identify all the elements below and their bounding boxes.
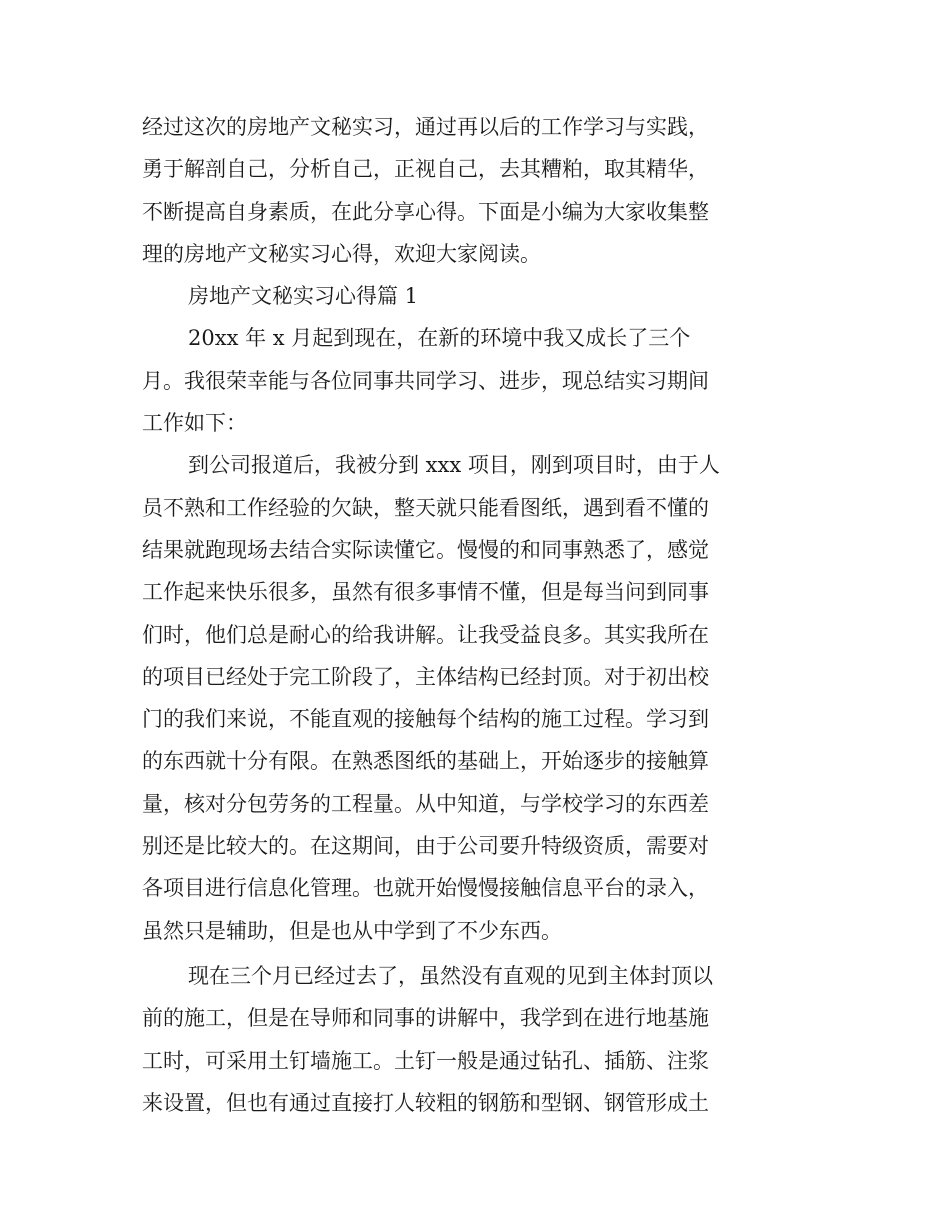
text-line: 理的房地产文秘实习心得，欢迎大家阅读。	[142, 241, 541, 266]
text-line: 勇于解剖自己，分析自己，正视自己，去其糟粕，取其精华，	[142, 157, 709, 182]
text-line: 工作如下：	[142, 411, 247, 436]
text-line: 前的施工，但是在导师和同事的讲解中，我学到在进行地基施	[142, 1006, 709, 1031]
text-line: 各项目进行信息化管理。也就开始慢慢接触信息平台的录入，	[142, 876, 709, 901]
text-line: 结果就跑现场去结合实际读懂它。慢慢的和同事熟悉了，感觉	[142, 537, 709, 562]
text-line: 们时，他们总是耐心的给我讲解。让我受益良多。其实我所在	[142, 622, 709, 647]
text-line: 门的我们来说，不能直观的接触每个结构的施工过程。学习到	[142, 707, 709, 732]
intro-paragraph	[142, 106, 814, 275]
paragraph-3	[142, 955, 814, 1124]
text-line: 虽然只是辅助，但是也从中学到了不少东西。	[142, 918, 562, 943]
text-line: 经过这次的房地产文秘实习，通过再以后的工作学习与实践，	[142, 115, 709, 139]
document-body	[142, 106, 814, 1124]
text-line: 员不熟和工作经验的欠缺，整天就只能看图纸，遇到看不懂的	[142, 495, 709, 520]
section-heading: 房地产文秘实习心得篇 1	[188, 284, 419, 309]
text-line: 工作起来快乐很多，虽然有很多事情不懂，但是每当问到同事	[142, 580, 709, 605]
paragraph-1	[142, 317, 814, 444]
text-line: 到公司报道后，我被分到 xxx 项目，刚到项目时，由于人	[188, 453, 720, 478]
text-line: 的东西就十分有限。在熟悉图纸的基础上，开始逐步的接触算	[142, 749, 709, 774]
text-line: 的项目已经处于完工阶段了，主体结构已经封顶。对于初出校	[142, 664, 709, 689]
text-line: 来设置，但也有通过直接打人较粗的钢筋和型钢、钢管形成土	[142, 1090, 709, 1115]
text-line: 月。我很荣幸能与各位同事共同学习、进步，现总结实习期间	[142, 368, 709, 393]
section-heading-paragraph	[142, 275, 814, 317]
text-line: 20xx 年 x 月起到现在，在新的环境中我又成长了三个	[188, 326, 691, 351]
text-line: 不断提高自身素质，在此分享心得。下面是小编为大家收集整	[142, 199, 709, 224]
text-line: 工时，可采用土钉墙施工。土钉一般是通过钻孔、插筋、注浆	[142, 1048, 709, 1073]
text-line: 别还是比较大的。在这期间，由于公司要升特级资质，需要对	[142, 834, 709, 859]
text-line: 量，核对分包劳务的工程量。从中知道，与学校学习的东西差	[142, 791, 709, 816]
text-line: 现在三个月已经过去了，虽然没有直观的见到主体封顶以	[188, 963, 713, 988]
paragraph-2	[142, 444, 814, 952]
